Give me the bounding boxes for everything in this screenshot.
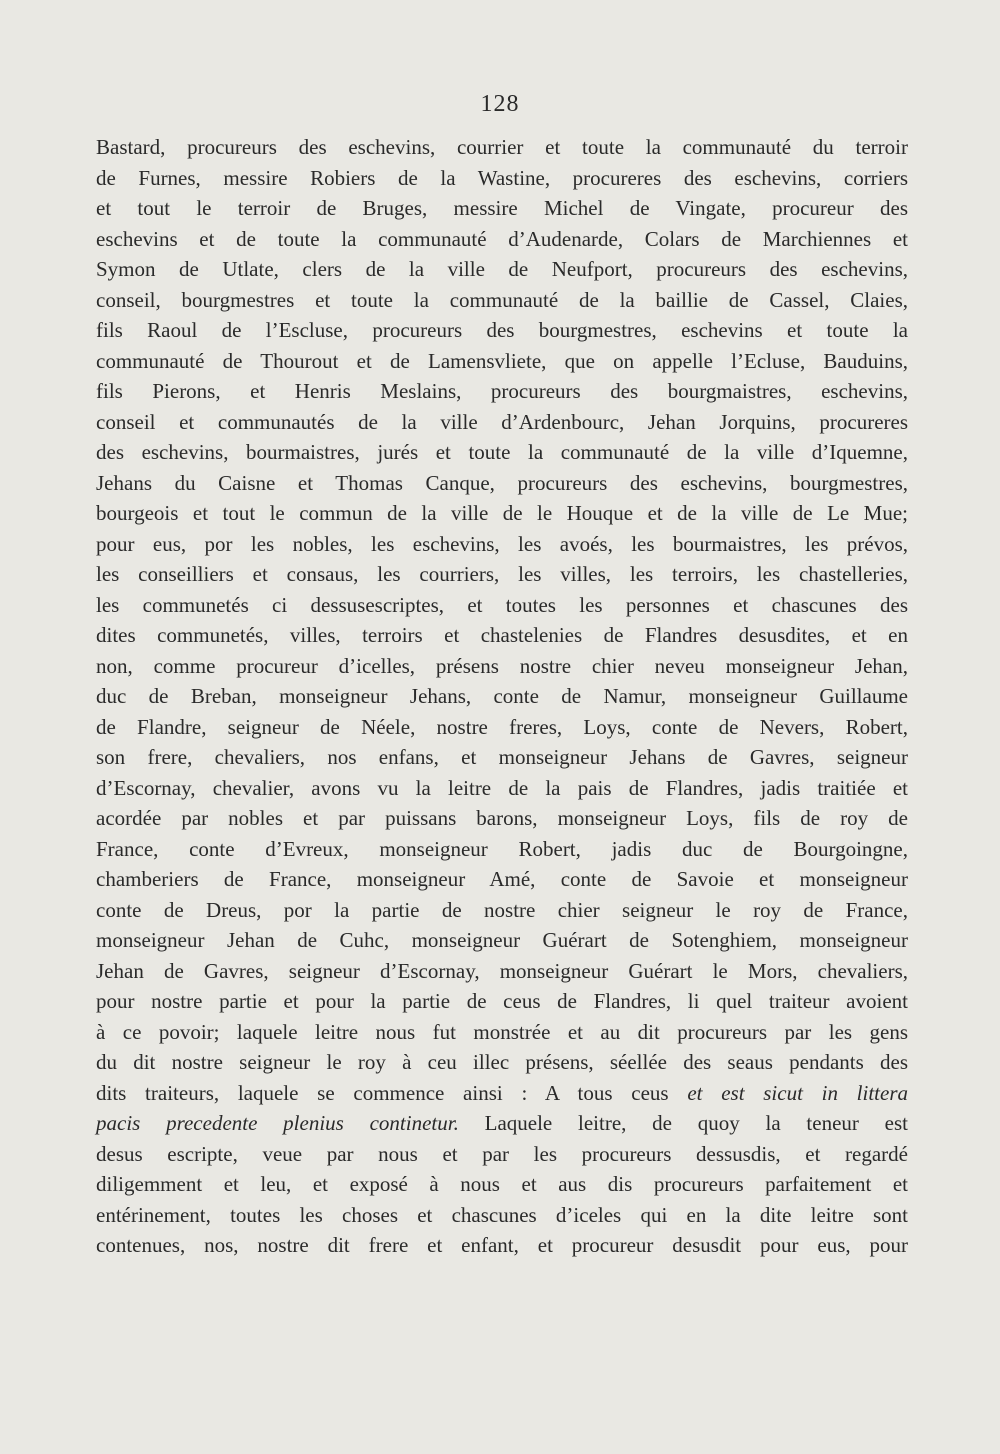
text-line: conseil et communautés de la ville d’Ardenbourc, Jehan Jorquins, procureres xyxy=(96,409,908,434)
text-line: fils Raoul de l’Escluse, procureurs des bourgmestres, eschevins et toute la xyxy=(96,318,908,342)
text-line: France, conte d’Evreux, monseigneur Robert, jadis duc de Bourgoingne, xyxy=(96,836,908,861)
text-line: de Flandre, seigneur de Néele, nostre freres, Loys, conte de Nevers, Robert, xyxy=(96,714,908,739)
text-line: Jehan de Gavres, seigneur d’Escornay, monseigneur Guérart le Mors, chevaliers, xyxy=(96,958,908,983)
text-line-mixed xyxy=(96,1108,908,1139)
text-line: Bastard, procureurs des eschevins, courrier et toute la communauté du terroir xyxy=(96,135,908,159)
text-span: Laquele leitre, de quoy la teneur est xyxy=(458,1111,908,1135)
text-line: bourgeois et tout le commun de la ville de le Houque et de la ville de Le Mue; xyxy=(96,501,908,525)
text-line: entérinement, toutes les choses et chascunes d’iceles qui en la dite leitre sont xyxy=(96,1202,908,1227)
text-line: dites communetés, villes, terroirs et chastelenies de Flandres desusdites, et en xyxy=(96,623,908,647)
text-line: desus escripte, veue par nous et par les procureurs dessusdis, et regardé xyxy=(96,1141,908,1166)
body-text xyxy=(96,132,908,1261)
text-line: Symon de Utlate, clers de la ville de Neufport, procureurs des eschevins, xyxy=(96,257,908,281)
text-line-mixed xyxy=(96,1078,908,1109)
text-span: dits traiteurs, laquele se commence ainsi : A tous ceus xyxy=(96,1080,688,1105)
text-line: et tout le terroir de Bruges, messire Michel de Vingate, procureur des xyxy=(96,196,908,220)
text-line: de Furnes, messire Robiers de la Wastine, procureres des eschevins, corriers xyxy=(96,165,908,190)
text-line: Jehans du Caisne et Thomas Canque, procureurs des eschevins, bourgmestres, xyxy=(96,470,908,495)
text-line: des eschevins, bourmaistres, jurés et toute la communauté de la ville d’Iquemne, xyxy=(96,440,908,464)
text-line: duc de Breban, monseigneur Jehans, conte de Namur, monseigneur Guillaume xyxy=(96,684,908,708)
text-line: chamberiers de France, monseigneur Amé, conte de Savoie et monseigneur xyxy=(96,867,908,891)
text-line: du dit nostre seigneur le roy à ceu illec présens, séellée des seaus pendants des xyxy=(96,1050,908,1074)
text-line: pour eus, por les nobles, les eschevins, les avoés, les bourmaistres, les prévos, xyxy=(96,531,908,556)
italic-latin-span: et est sicut in littera xyxy=(687,1080,909,1105)
text-line: non, comme procureur d’icelles, présens nostre chier neveu monseigneur Jehan, xyxy=(96,653,908,678)
text-line: les communetés ci dessusescriptes, et toutes les personnes et chascunes des xyxy=(96,592,908,617)
text-line: d’Escornay, chevalier, avons vu la leitre de la pais de Flandres, jadis traitiée et xyxy=(96,775,908,800)
text-line: fils Pierons, et Henris Meslains, procureurs des bourgmaistres, eschevins, xyxy=(96,379,908,403)
text-line: à ce povoir; laquele leitre nous fut monstrée et au dit procureurs par les gens xyxy=(96,1019,908,1044)
page-number: 128 xyxy=(480,91,520,117)
text-line: eschevins et de toute la communauté d’Audenarde, Colars de Marchiennes et xyxy=(96,226,908,251)
text-line: conte de Dreus, por la partie de nostre chier seigneur le roy de France, xyxy=(96,897,908,922)
text-line: contenues, nos, nostre dit frere et enfant, et procureur desusdit pour eus, pour xyxy=(96,1233,908,1257)
text-line: acordée par nobles et par puissans barons, monseigneur Loys, fils de roy de xyxy=(96,806,908,830)
text-line: pour nostre partie et pour la partie de ceus de Flandres, li quel traiteur avoient xyxy=(96,989,908,1013)
text-line: communauté de Thourout et de Lamensvliete, que on appelle l’Ecluse, Bauduins, xyxy=(96,348,908,373)
text-line: son frere, chevaliers, nos enfans, et monseigneur Jehans de Gavres, seigneur xyxy=(96,745,908,769)
text-line: conseil, bourgmestres et toute la communauté de la baillie de Cassel, Claies, xyxy=(96,287,908,312)
text-line: les conseilliers et consaus, les courriers, les villes, les terroirs, les chastelleries, xyxy=(96,562,908,586)
text-line: diligemment et leu, et exposé à nous et aus dis procureurs parfaitement et xyxy=(96,1172,908,1196)
text-line: monseigneur Jehan de Cuhc, monseigneur Guérart de Sotenghiem, monseigneur xyxy=(96,928,908,952)
italic-latin-span: pacis precedente plenius continetur. xyxy=(96,1111,459,1135)
